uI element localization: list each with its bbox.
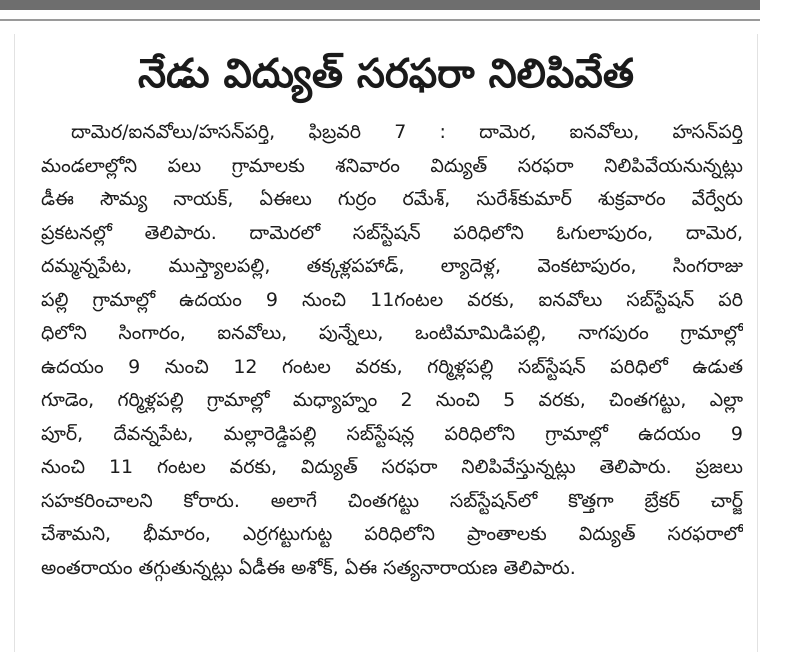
article-body-line: మండలాల్లోని పలు గ్రామాలకు శనివారం విద్యుత్ సరఫరా నిలిపివేయనున్నట్లు bbox=[41, 154, 743, 177]
article-body-line: డీఈ సౌమ్య నాయక్, ఏఈలు గుర్రం రమేశ్, సురేశ్‌కుమార్ శుక్రవారం వేర్వేరు bbox=[41, 188, 743, 210]
news-article bbox=[14, 34, 758, 652]
article-body-line: అంతరాయం తగ్గుతున్నట్లు ఏడీఈ అశోక్, ఏఈ సత్యనారాయణ తెలిపారు. bbox=[41, 556, 576, 579]
article-body-line: సహకరించాలని కోరారు. అలాగే చింతగట్టు సబ్‌స్టేషన్‌లో కొత్తగా బ్రేకర్ చార్జ్ bbox=[41, 489, 743, 512]
article-body-line: పల్లి గ్రామాల్లో ఉదయం 9 నుంచి 11గంటల వరకు, ఐనవోలు సబ్‌స్టేషన్ పరి bbox=[41, 288, 743, 311]
article-body-line: దమ్మన్నపేట, ముస్త్యాలపల్లి, తక్కళ్లపహాడ్, ల్యాదెళ్ల, వెంకటాపురం, సింగరాజు bbox=[41, 255, 743, 277]
top-decorative-bar bbox=[0, 0, 760, 10]
article-body-line: చేశామని, భీమారం, ఎర్రగట్టుగుట్ట పరిధిలోని ప్రాంతాలకు విద్యుత్ సరఫరాలో bbox=[41, 523, 743, 545]
top-divider-rule bbox=[0, 19, 760, 21]
article-body-line: నుంచి 11 గంటల వరకు, విద్యుత్ సరఫరా నిలిపివేస్తున్నట్లు తెలిపారు. ప్రజలు bbox=[41, 456, 743, 478]
article-body bbox=[15, 110, 757, 585]
article-headline: నేడు విద్యుత్ సరఫరా నిలిపివేత bbox=[138, 51, 634, 97]
article-body-line: ప్రకటనల్లో తెలిపారు. దామెరలో సబ్‌స్టేషన్ పరిధిలోని ఓగులాపురం, దామెర, bbox=[41, 221, 743, 244]
article-body-line: ధిలోని సింగారం, ఐనవోలు, పున్నేలు, ఒంటిమామిడిపల్లి, నాగపురం గ్రామాల్లో bbox=[41, 322, 743, 344]
article-body-line: గూడెం, గర్మిళ్లపల్లి గ్రామాల్లో మధ్యాహ్నం 2 నుంచి 5 వరకు, చింతగట్టు, ఎల్లా bbox=[41, 389, 743, 411]
article-body-line: ఉదయం 9 నుంచి 12 గంటల వరకు, గర్మిళ్లపల్లి సబ్‌స్టేషన్ పరిధిలో ఉడుత bbox=[41, 355, 743, 378]
article-body-line: పూర్, దేవన్నపేట, మల్లారెడ్డిపల్లి సబ్‌స్టేషన్ల పరిధిలోని గ్రామాల్లో ఉదయం 9 bbox=[41, 422, 743, 445]
article-body-line: దామెర/ఐనవోలు/హసన్‌పర్తి, ఫిబ్రవరి 7 : దామెర, ఐనవోలు, హసన్‌పర్తి bbox=[71, 121, 743, 143]
